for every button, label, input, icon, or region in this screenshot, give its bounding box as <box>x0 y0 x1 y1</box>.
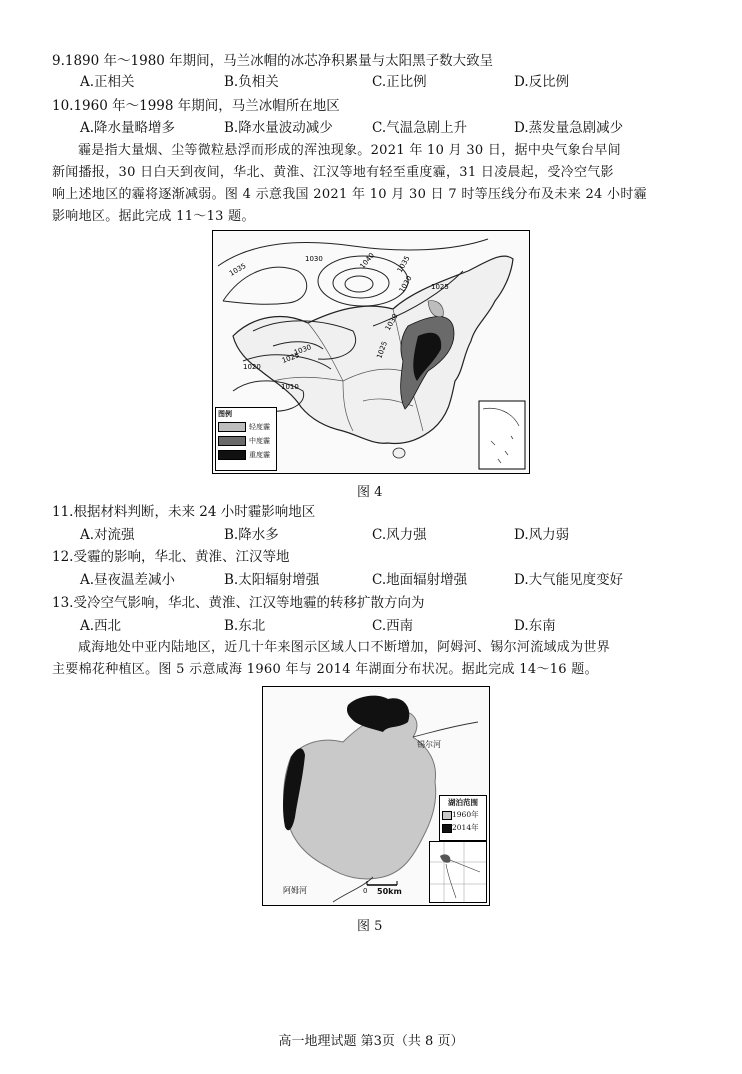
isobar-label: 1025 <box>280 351 301 365</box>
q9-option-b: B.负相关 <box>224 74 279 90</box>
figure-4-caption: 图 4 <box>357 485 383 500</box>
q9-option-d: D.反比例 <box>514 74 570 90</box>
q13-option-c: C.西南 <box>372 618 414 634</box>
isobar-label: 1010 <box>281 383 299 391</box>
q13-stem: 13.受冷空气影响，华北、黄淮、江汉等地霾的转移扩散方向为 <box>52 595 425 611</box>
q12-option-c: C.地面辐射增强 <box>372 572 468 588</box>
legend-swatch-light <box>218 422 246 432</box>
q9-option-a: A.正相关 <box>80 74 135 90</box>
fig4-legend-item <box>216 420 276 434</box>
isobar-label: 1025 <box>375 340 389 360</box>
fig4-legend-item <box>216 434 276 448</box>
figure-5-caption: 图 5 <box>357 919 383 934</box>
legend-label: 2014年 <box>452 823 479 832</box>
q9-option-c: C.正比例 <box>372 74 427 90</box>
fig4-legend-item <box>216 448 276 462</box>
scale-zero: 0 <box>363 887 368 895</box>
isobar-label: 1030 <box>383 312 400 332</box>
legend-swatch-heavy <box>218 450 246 460</box>
q9-stem: 9.1890 年～1980 年期间，马兰冰帽的冰芯净积累量与太阳黑子数大致呈 <box>52 53 494 69</box>
fig5-legend-item <box>440 821 486 834</box>
isobar-label: 1020 <box>243 363 261 371</box>
amu-darya-label: 阿姆河 <box>283 886 307 895</box>
q12-option-b: B.太阳辐射增强 <box>224 572 320 588</box>
figure-4-isobar-map <box>212 230 530 474</box>
passage-aral-sea <box>52 637 702 681</box>
q12-option-d: D.大气能见度变好 <box>514 572 624 588</box>
q11-option-d: D.风力弱 <box>514 527 570 543</box>
q12-stem: 12.受霾的影响，华北、黄淮、江汉等地 <box>52 549 290 565</box>
q10-option-d: D.蒸发量急剧减少 <box>514 120 624 136</box>
figure-5-aral-sea-map <box>262 686 490 906</box>
q11-stem: 11.根据材料判断，未来 24 小时霾影响地区 <box>52 504 316 520</box>
q10-option-a: A.降水量略增多 <box>80 120 176 136</box>
isobar-label: 1030 <box>397 274 414 294</box>
syr-darya-label: 锡尔河 <box>417 740 441 749</box>
q11-option-c: C.风力强 <box>372 527 427 543</box>
legend-swatch-2014 <box>442 824 452 833</box>
isobar-label: 1030 <box>292 343 313 357</box>
legend-label: 重度霾 <box>249 451 270 459</box>
isobar-label: 1035 <box>395 254 412 274</box>
passage-aral-line: 咸海地处中亚内陆地区，近几十年来图示区域人口不断增加，阿姆河、锡尔河流域成为世界 <box>78 640 611 655</box>
page-footer: 高一地理试题 第3页（共 8 页） <box>278 1034 464 1049</box>
q13-option-b: B.东北 <box>224 618 266 634</box>
q11-option-b: B.降水多 <box>224 527 279 543</box>
passage-haze-line: 新闻播报，30 日白天到夜间，华北、黄淮、江汉等地有轻至重度霾，31 日凌晨起，受冷空气影 <box>52 165 614 180</box>
passage-haze-line: 霾是指大量烟、尘等微粒悬浮而形成的浑浊现象。2021 年 10 月 30 日，据中央气象台早间 <box>78 143 621 158</box>
inset-graphic <box>430 842 486 902</box>
isobar-label: 1030 <box>305 255 323 263</box>
fig5-legend-title: 湖泊范围 <box>448 798 478 807</box>
q10-stem: 10.1960 年～1998 年期间，马兰冰帽所在地区 <box>52 98 340 114</box>
legend-label: 1960年 <box>452 810 479 819</box>
q13-option-d: D.东南 <box>514 618 556 634</box>
passage-haze <box>52 140 702 228</box>
q13-option-a: A.西北 <box>80 618 122 634</box>
legend-swatch-1960 <box>442 811 452 820</box>
passage-haze-line: 影响地区。据此完成 11～13 题。 <box>52 209 255 224</box>
legend-label: 中度霾 <box>249 437 270 445</box>
q11-option-a: A.对流强 <box>80 527 135 543</box>
passage-haze-line: 响上述地区的霾将逐渐减弱。图 4 示意我国 2021 年 10 月 30 日 7 时等压线分布及未来 24 小时霾 <box>52 187 647 202</box>
isobar-label: 1035 <box>228 261 248 278</box>
q10-option-b: B.降水量波动减少 <box>224 120 333 136</box>
fig5-legend <box>439 795 487 841</box>
fig5-legend-item <box>440 808 486 821</box>
fig4-legend-title: 图例 <box>218 409 232 418</box>
scale-label: 50km <box>377 887 402 896</box>
legend-swatch-moderate <box>218 436 246 446</box>
legend-label: 轻度霾 <box>249 423 270 431</box>
isobar-label: 1040 <box>358 251 376 271</box>
isobar-label: 1025 <box>431 283 449 291</box>
fig4-legend <box>215 407 277 471</box>
passage-aral-line: 主要棉花种植区。图 5 示意咸海 1960 年与 2014 年湖面分布状况。据此完成 14～16 题。 <box>52 662 598 677</box>
q10-option-c: C.气温急剧上升 <box>372 120 468 136</box>
q12-option-a: A.昼夜温差减小 <box>80 572 176 588</box>
fig5-inset-map <box>429 841 487 903</box>
